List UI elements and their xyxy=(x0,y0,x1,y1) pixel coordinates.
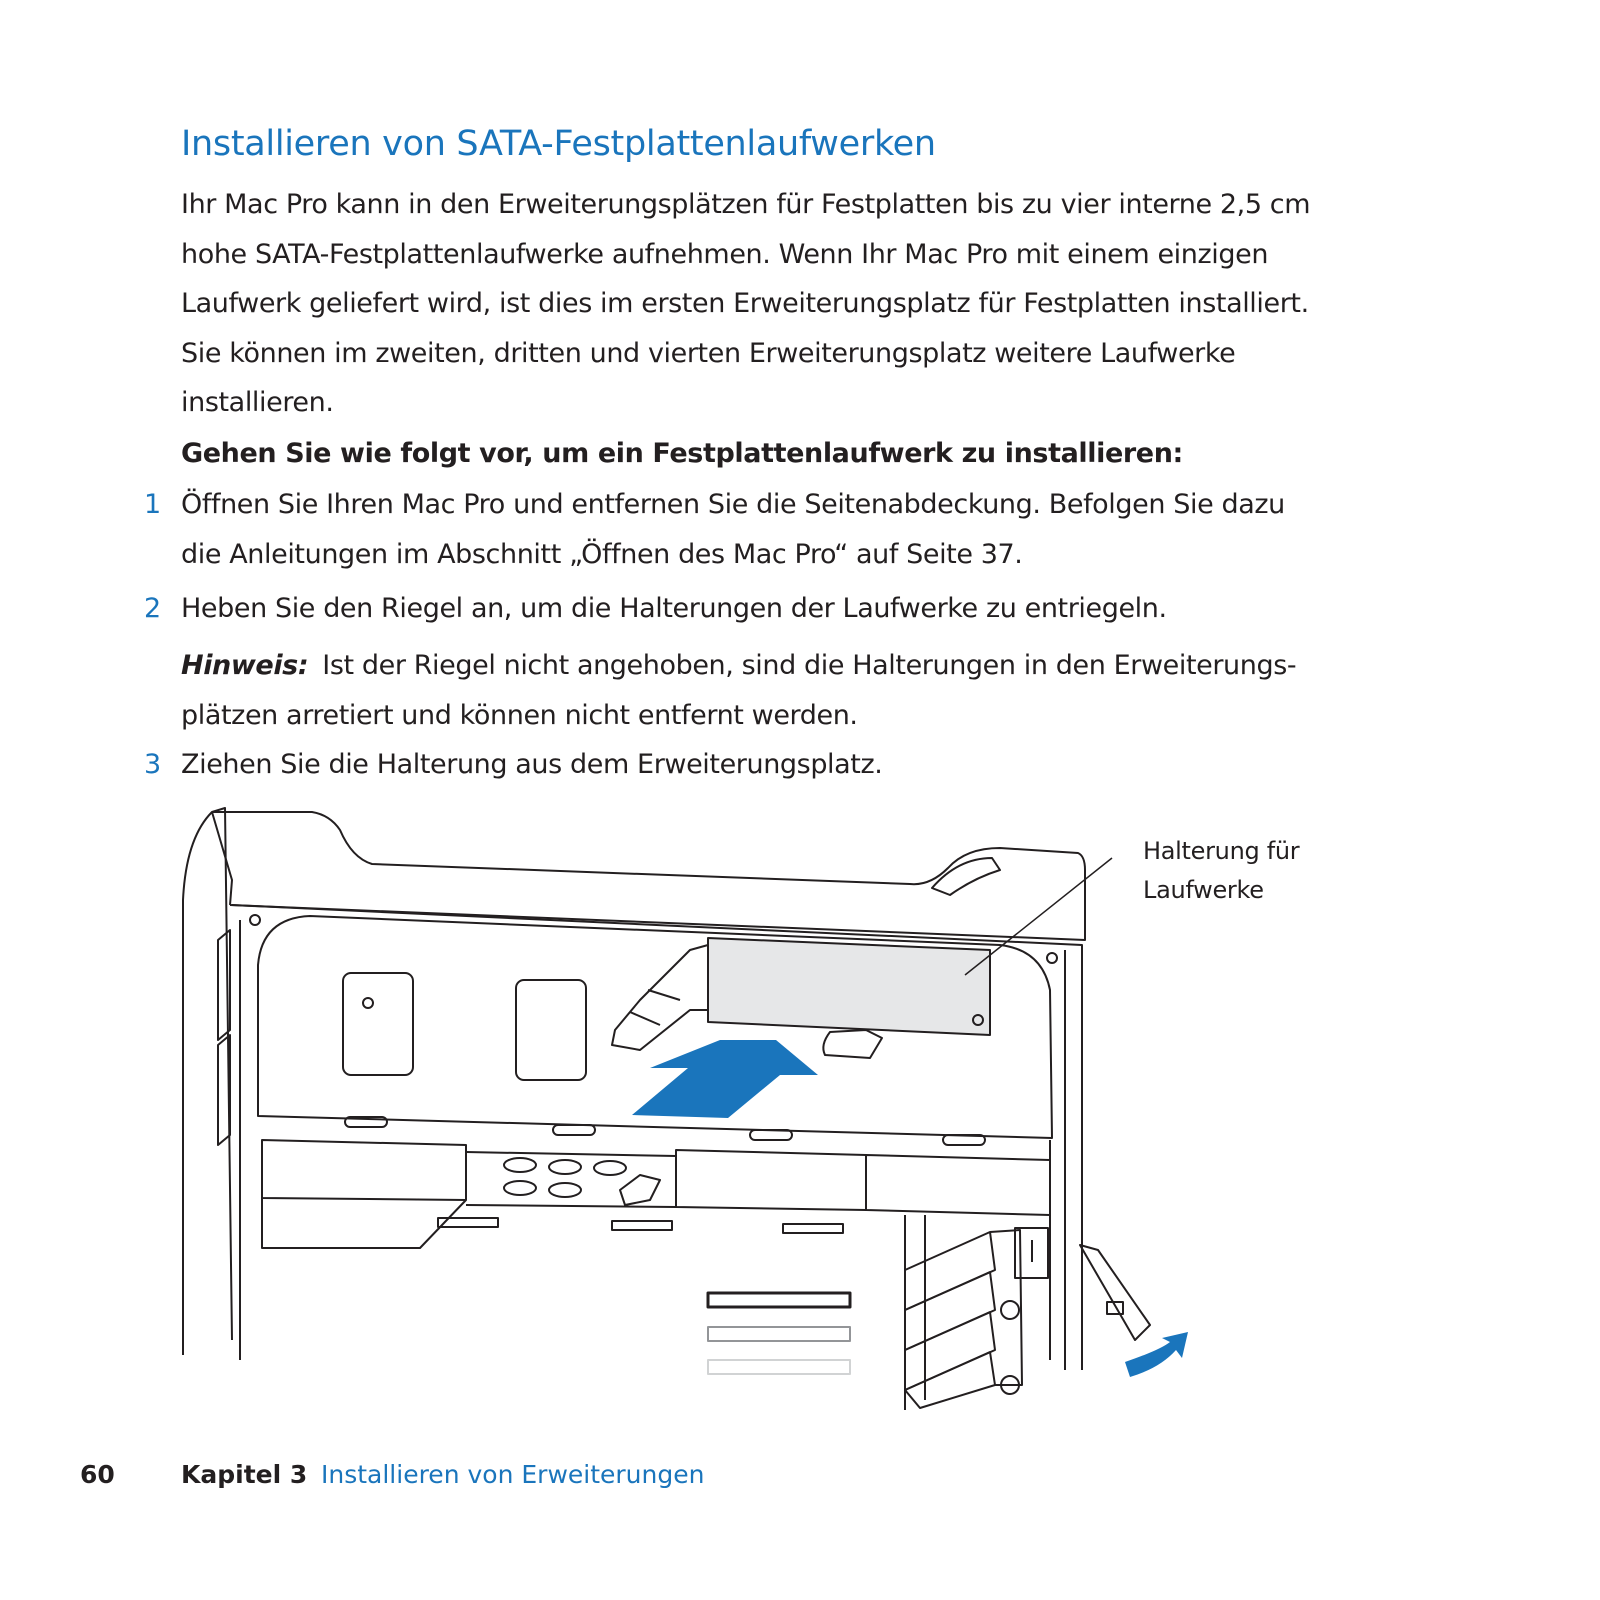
latch xyxy=(1080,1245,1150,1340)
step-text: Ziehen Sie die Halterung aus dem Erweiterungsplatz. xyxy=(181,749,883,780)
intro-line: Sie können im zweiten, dritten und vierten Erweiterungsplatz weitere Laufwerke xyxy=(181,337,1236,369)
step-text: Heben Sie den Riegel an, um die Halterungen der Laufwerke zu entriegeln. xyxy=(181,593,1167,624)
chapter-title: Installieren von Erweiterungen xyxy=(321,1460,705,1489)
intro-line: Ihr Mac Pro kann in den Erweiterungsplätzen für Festplatten bis zu vier interne 2,5 cm xyxy=(181,189,1311,220)
pci-brackets xyxy=(905,1215,1048,1410)
top-frame xyxy=(212,812,1085,940)
drive-carrier xyxy=(612,938,990,1058)
note xyxy=(181,641,1511,740)
step-1 xyxy=(144,480,1511,579)
intro-line: installieren. xyxy=(181,387,334,418)
page-number: 60 xyxy=(80,1460,115,1489)
note-text: plätzen arretiert und können nicht entfernt werden. xyxy=(181,699,858,731)
lower-drive-bays xyxy=(262,1140,1050,1248)
step-number: 1 xyxy=(144,489,161,520)
section-heading: Installieren von SATA-Festplattenlaufwerken xyxy=(181,124,936,164)
callout-label xyxy=(1143,832,1299,910)
note-text: Ist der Riegel nicht angehoben, sind die Halterungen in den Erweiterungs- xyxy=(322,650,1297,681)
sata-connectors xyxy=(438,1218,843,1233)
step-number: 3 xyxy=(144,749,161,780)
intro-line: hohe SATA-Festplattenlaufwerke aufnehmen. Wenn Ihr Mac Pro mit einem einzigen xyxy=(181,238,1269,270)
note-label: Hinweis: xyxy=(181,650,309,681)
callout-line: Halterung für xyxy=(1143,837,1300,865)
procedure-heading: Gehen Sie wie folgt vor, um ein Festplattenlaufwerk zu installieren: xyxy=(181,438,1183,469)
step-3 xyxy=(144,740,1511,790)
step-text: Öffnen Sie Ihren Mac Pro und entfernen Sie die Seitenabdeckung. Befolgen Sie dazu xyxy=(181,489,1285,520)
intro-paragraph xyxy=(181,180,1511,428)
pci-slots xyxy=(708,1293,850,1374)
left-side-panel xyxy=(183,808,232,1355)
step-text: die Anleitungen im Abschnitt „Öffnen des Mac Pro“ auf Seite 37. xyxy=(181,538,1023,570)
step-number: 2 xyxy=(144,593,161,624)
intro-line: Laufwerk geliefert wird, ist dies im ersten Erweiterungsplatz für Festplatten installiert. xyxy=(181,288,1309,319)
chapter-label: Kapitel 3 xyxy=(181,1460,308,1489)
callout-line: Laufwerke xyxy=(1143,876,1264,904)
pull-arrow xyxy=(632,1040,818,1118)
step-2 xyxy=(144,584,1511,634)
